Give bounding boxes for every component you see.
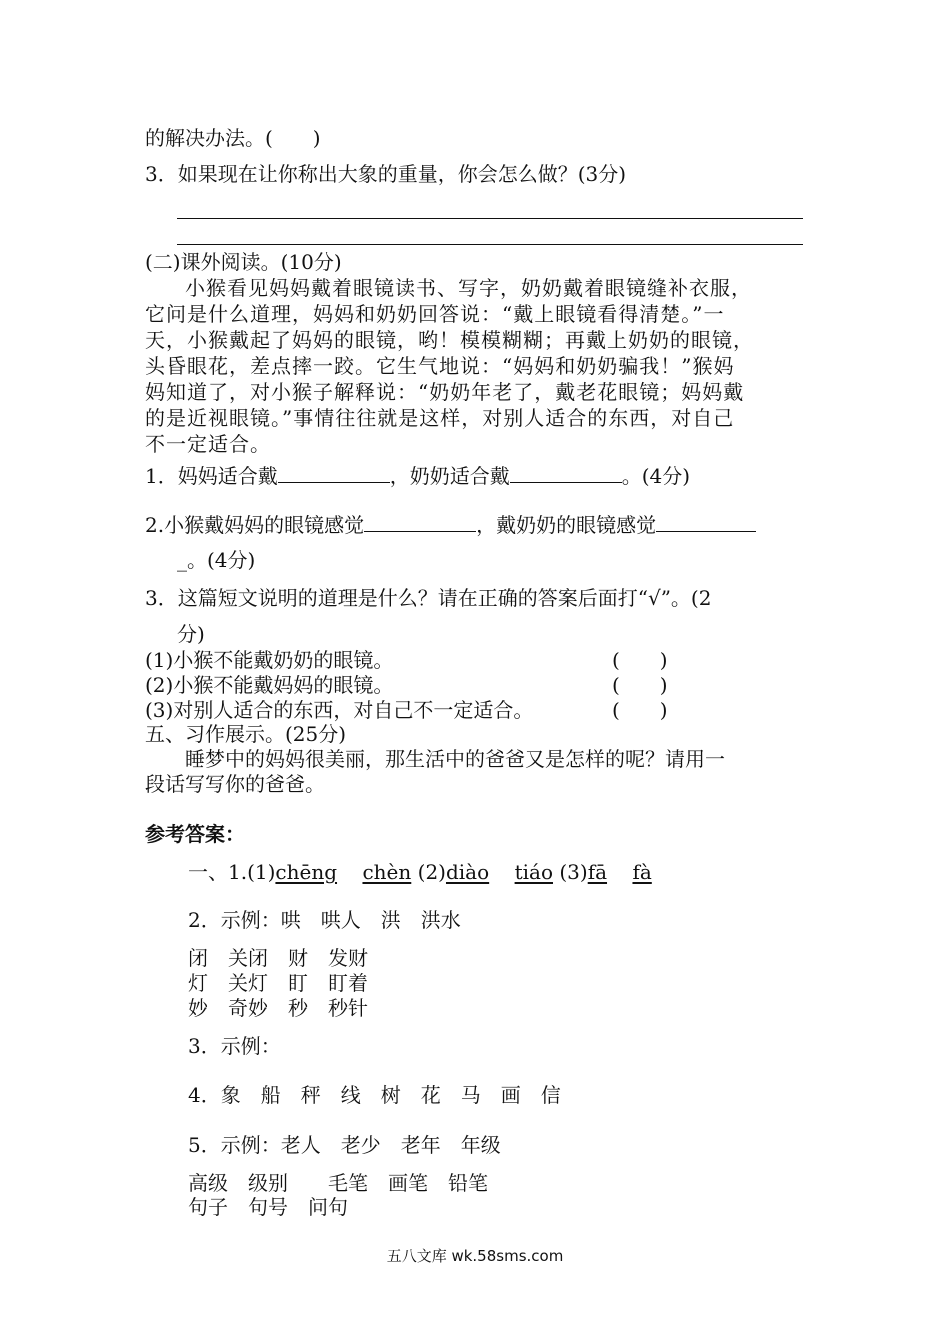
- question-3-line-2: 分): [177, 622, 205, 646]
- pinyin-answer: fà: [632, 860, 652, 884]
- option-3-answer-box[interactable]: ( ): [612, 698, 668, 722]
- passage-line: 天，小猴戴起了妈妈的眼镜，哟！模模糊糊；再戴上奶奶的眼镜，: [145, 328, 754, 352]
- answer-2-row: 灯 关灯 盯 盯着: [188, 971, 368, 995]
- answer-line-1: [177, 218, 803, 219]
- answer-1-mid: (3): [559, 860, 588, 884]
- passage-line: 小猴看见妈妈戴着眼镜读书、写字，奶奶戴着眼镜缝补衣服，: [185, 276, 752, 300]
- answer-1-prefix: 一、1.(1): [188, 860, 276, 884]
- answer-2: 2．示例：哄 哄人 洪 洪水: [188, 908, 461, 932]
- section-5-prompt-line-2: 段话写写你的爸爸。: [145, 772, 325, 796]
- answers-title: 参考答案：: [145, 822, 245, 846]
- option-2-answer-box[interactable]: ( ): [612, 673, 668, 697]
- answer-5-row: 句子 句号 问句: [188, 1195, 348, 1219]
- question-2: [145, 511, 756, 537]
- question-1-part-b: ，奶奶适合戴: [389, 464, 510, 488]
- answer-3: 3．示例：: [188, 1034, 281, 1058]
- answer-2-row: 妙 奇妙 秒 秒针: [188, 996, 368, 1020]
- option-2: (2)小猴不能戴妈妈的眼镜。: [145, 673, 394, 697]
- question-2-part-a: 2.小猴戴妈妈的眼镜感觉: [145, 513, 365, 537]
- answer-5-row: 高级 级别 毛笔 画笔 铅笔: [188, 1171, 488, 1195]
- answer-1-pinyin: [188, 860, 652, 884]
- answer-2-row: 闭 关闭 财 发财: [188, 946, 368, 970]
- section-5-title: 五、习作展示。(25分): [145, 722, 347, 746]
- question-2-part-b: ，戴奶奶的眼镜感觉: [476, 513, 657, 537]
- fill-blank[interactable]: [278, 462, 390, 483]
- passage-line: 它问是什么道理，妈妈和奶奶回答说：“戴上眼镜看得清楚。”一: [145, 302, 725, 326]
- question-1-part-c: 。(4分): [621, 464, 691, 488]
- fill-blank[interactable]: [364, 511, 476, 532]
- pinyin-answer: fā: [587, 860, 608, 884]
- answer-1-mid: (2): [417, 860, 446, 884]
- passage-line: 不一定适合。: [145, 432, 271, 456]
- question-3-line-1: 3．这篇短文说明的道理是什么？请在正确的答案后面打“√”。(2: [145, 586, 712, 610]
- section-2-title: (二)课外阅读。(10分): [145, 250, 342, 274]
- option-1: (1)小猴不能戴奶奶的眼镜。: [145, 648, 394, 672]
- option-3: (3)对别人适合的东西，对自己不一定适合。: [145, 698, 534, 722]
- passage-line: 的是近视眼镜。”事情往往就是这样，对别人适合的东西，对自己: [145, 406, 735, 430]
- previous-question-tail: 的解决办法。( ): [145, 126, 321, 150]
- question-3-weigh-elephant: 3．如果现在让你称出大象的重量，你会怎么做？(3分): [145, 162, 627, 186]
- footer-watermark: 五八文库 wk.58sms.com: [386, 1247, 564, 1265]
- passage-line: 妈知道了，对小猴子解释说：“奶奶年老了，戴老花眼镜；妈妈戴: [145, 380, 745, 404]
- question-1-part-a: 1．妈妈适合戴: [145, 464, 278, 488]
- fill-blank[interactable]: [656, 511, 756, 532]
- pinyin-answer: diào: [445, 860, 490, 884]
- passage-line: 头昏眼花，差点摔一跤。它生气地说：“妈妈和奶奶骗我！”猴妈: [145, 354, 735, 378]
- pinyin-answer: chēng: [275, 860, 338, 884]
- question-1: [145, 462, 690, 488]
- question-2-tail: _。(4分): [177, 548, 256, 572]
- pinyin-answer: tiáo: [514, 860, 553, 884]
- fill-blank[interactable]: [510, 462, 622, 483]
- section-5-prompt-line-1: 睡梦中的妈妈很美丽，那生活中的爸爸又是怎样的呢？请用一: [185, 747, 725, 771]
- pinyin-answer: chèn: [362, 860, 412, 884]
- option-1-answer-box[interactable]: ( ): [612, 648, 668, 672]
- answer-line-2: [177, 244, 803, 245]
- answer-5: 5．示例：老人 老少 老年 年级: [188, 1133, 501, 1157]
- answer-4: 4．象 船 秤 线 树 花 马 画 信: [188, 1083, 561, 1107]
